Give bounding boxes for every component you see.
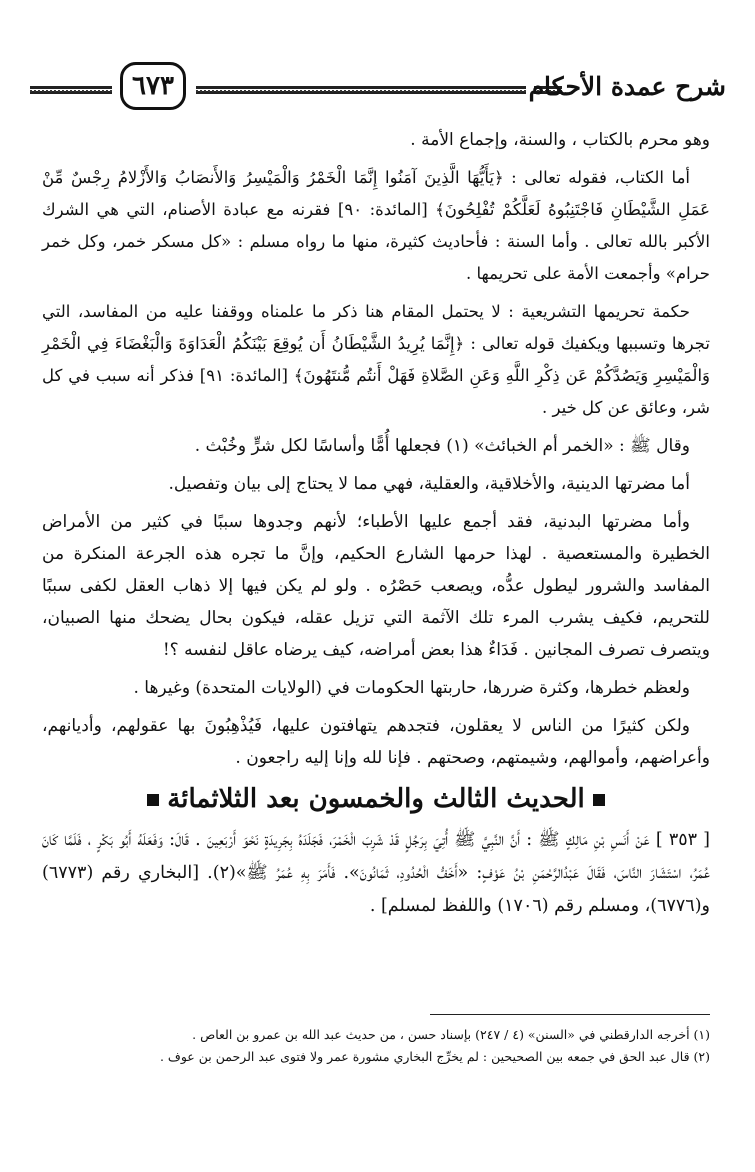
square-bullet-icon — [147, 794, 159, 806]
square-bullet-icon — [593, 794, 605, 806]
paragraph-religious-harm: أما مضرتها الدينية، والأخلاقية، والعقلية، فهي مما لا يحتاج إلى بيان وتفصيل. — [168, 474, 690, 494]
paragraph-mother-of-evils: وقال ﷺ : «الخمر أم الخبائث» (١) فجعلها أُمًّا وأساسًا لكل شرٍّ وخُبْث . — [194, 436, 690, 456]
book-title: شرح عمدة الأحكام — [528, 72, 726, 101]
paragraph-people: ولكن كثيرًا من الناس لا يعقلون، فتجدهم يتهافتون عليها، فَيُذْهِبُونَ بها عقولهم، وأديانهم، وأعراضهم، وأموالهم، وشيمتهم، وصحتهم . فإنا لله وإنا إليه راجعون . — [42, 716, 710, 768]
page-header — [30, 70, 726, 110]
footnote-divider — [430, 1014, 710, 1015]
header-ornament-middle — [196, 86, 526, 94]
paragraph-quran-evidence: أما الكتاب، فقوله تعالى : ﴿يَأَيُّهَا الَّذِينَ آمَنُوا إِنَّمَا الْخَمْرُ وَالْمَيْسِرُ وَالأَنصَابُ وَالأَزْلامُ رِجْسٌ مِّنْ عَمَلِ الشَّيْطَانِ فَاجْتَنِبُوهُ لَعَلَّكُمْ تُفْلِحُونَ﴾ [المائدة: ٩٠] فقرنه مع عبادة الأصنام، التي هي الشرك الأكبر بالله تعالى . وأما السنة : فأحاديث كثيرة، منها ما رواه مسلم : «كل مسكر خمر، وكل خمر حرام» وأجمعت الأمة على تحريمها . — [42, 168, 710, 283]
page-body — [42, 124, 710, 929]
footnote-1: (١) أخرجه الدارقطني في «السنن» (٤ / ٢٤٧) بإسناد حسن ، من حديث عبد الله بن عمرو بن العاص . — [192, 1027, 710, 1042]
paragraph-wisdom: حكمة تحريمها التشريعية : لا يحتمل المقام هنا ذكر ما علمناه ووقفنا عليه من المفاسد، التي تجرها وتسببها ويكفيك قوله تعالى : ﴿إِنَّمَا يُرِيدُ الشَّيْطَانُ أَن يُوقِعَ بَيْنَكُمُ الْعَدَاوَةَ وَالْبَغْضَاءَ فِي الْخَمْرِ وَالْمَيْسِرِ وَيَصُدَّكُمْ عَن ذِكْرِ اللَّهِ وَعَنِ الصَّلاةِ فَهَلْ أَنتُم مُّنتَهُونَ﴾ [المائدة: ٩١] فذكر أنه سبب في كل شر، وعائق عن كل خير . — [42, 302, 710, 417]
hadith-text: [ ٣٥٣ ] عَنْ أَنَسِ بْنِ مَالِكٍ ﷺ : أَنَّ النَّبِيَّ ﷺ أُتِيَ بِرَجُلٍ قَدْ شَرِبَ الْخَمْرَ، فَجَلَدَهُ بِجَرِيدَةٍ نَحْوَ أَرْبَعِينَ . قَالَ: وَفَعَلَهُ أَبُو بَكْرٍ ، فَلَمَّا كَانَ عُمَرُ، اسْتَشَارَ النَّاسَ، فَقَالَ عَبْدُالرَّحْمَنِ بْنُ عَوْفٍ: «أَخَفُّ الْحُدُودِ، ثَمَانُونَ». فَأَمَرَ بِهِ عُمَرُ ﷺ»(٢). [البخاري رقم (٦٧٧٣) و(٦٧٧٦)، ومسلم رقم (١٧٠٦) واللفظ لمسلم] . — [42, 830, 710, 916]
paragraph-intro: وهو محرم بالكتاب ، والسنة، وإجماع الأمة . — [410, 130, 710, 150]
footnotes — [42, 1024, 710, 1068]
footnote-2: (٢) قال عبد الحق في جمعه بين الصحيحين : لم يخرِّج البخاري مشورة عمر ولا فتوى عبد الرحمن بن عوف . — [159, 1049, 710, 1064]
hadith-title-text: الحديث الثالث والخمسون بعد الثلاثمائة — [167, 784, 585, 814]
hadith-title — [42, 780, 710, 818]
paragraph-physical-harm: وأما مضرتها البدنية، فقد أجمع عليها الأطباء؛ لأنهم وجدوها سببًا في كثير من الأمراض الخطيرة والمستعصية . لهذا حرمها الشارع الحكيم، وإنَّ ما تجره هذه الجرعة المنكرة من المفاسد والشرور ليطول عدُّه، ويصعب حَصْرُه . ولو لم يكن فيها إلا ذهاب العقل لكفى سببًا للتحريم، فكيف يشرب المرء تلك الآثمة التي تزيل عقله، فيكون بحال يضحك منها الصبيان، ويتصرف تصرف المجانين . فَدَاءٌ هذا بعض أمراضه، كيف يرضاه عاقل لنفسه ؟! — [42, 512, 710, 660]
page-number: ٦٧٣ — [120, 62, 186, 110]
header-ornament-left — [30, 86, 112, 94]
paragraph-governments: ولعظم خطرها، وكثرة ضررها، حاربتها الحكومات في (الولايات المتحدة) وغيرها . — [133, 678, 690, 698]
